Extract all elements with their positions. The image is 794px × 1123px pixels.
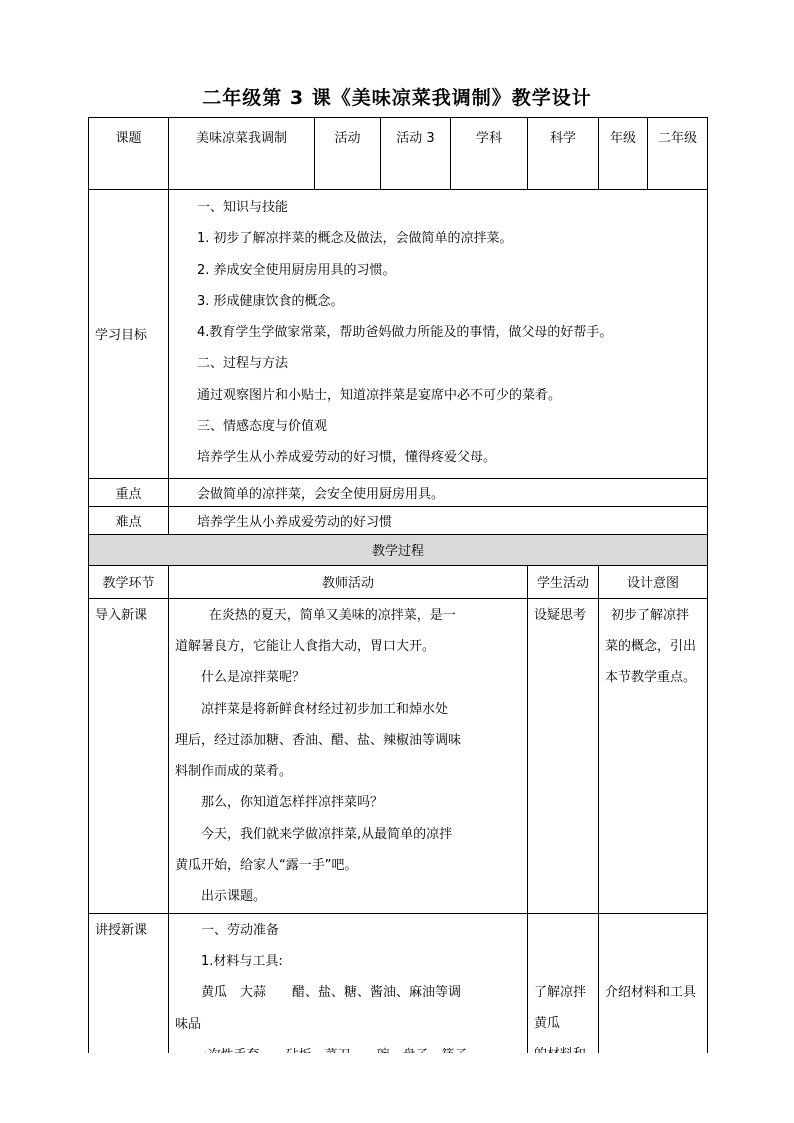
page-title: 二年级第 3 课《美味凉菜我调制》教学设计 [202,87,592,109]
objective-line: 二、过程与方法 [197,356,289,372]
intro-row [89,598,708,913]
lecture-stage: 讲授新课 [89,913,169,1102]
teacher-line: 那么，你知道怎样拌凉拌菜吗？ [201,795,384,811]
teacher-line: 理后，经过添加糖、香油、醋、盐、辣椒油等调味 [175,732,462,748]
key-point-value: 会做简单的凉拌菜，会安全使用厨房用具。 [169,478,708,506]
grade-value: 二年级 [648,118,708,190]
objectives-row [89,190,708,479]
teacher-line: 道解暑良方，它能让人食指大动，胃口大开。 [175,638,436,654]
subject-label: 学科 [451,118,528,190]
topic-value: 美味凉菜我调制 [169,118,315,190]
objectives-content [169,190,708,479]
teacher-line: 凉拌菜是将新鲜食材经过初步加工和焯水处 [201,701,449,717]
difficulty-value: 培养学生从小养成爱劳动的好习惯 [169,506,708,534]
teacher-line: 黄瓜开始，给家人“露一手”吧。 [175,858,358,874]
teacher-line: 黄瓜 大蒜 醋、盐、糖、酱油、麻油等调 [201,985,462,1001]
activity-label: 活动 [315,118,381,190]
teacher-line: 什么是凉拌菜呢？ [201,670,306,686]
intent-text: 介绍材料和工具 [605,984,697,1000]
teacher-line: 味品 [175,1016,202,1032]
objective-line: 一、知识与技能 [197,200,289,215]
key-point-row [89,478,708,506]
objective-line: 三、情感态度与价值观 [197,419,328,435]
teacher-line: 料制作而成的菜肴。 [175,764,293,780]
objective-line: 1. 初步了解凉拌菜的概念及做法，会做简单的凉拌菜。 [197,231,513,247]
subject-value: 科学 [528,118,599,190]
header-row [89,118,708,190]
teacher-line: 一、劳动准备 [201,922,280,938]
intent-line: 菜的概念，引出 [605,638,697,654]
student-line: 了解凉拌黄瓜 [534,984,587,1031]
intro-stage: 导入新课 [89,598,169,913]
col-student: 学生活动 [528,565,599,598]
lesson-plan-table [88,117,708,1103]
objective-line: 培养学生从小养成爱劳动的好习惯，懂得疼爱父母。 [197,450,497,466]
intent-line: 初步了解凉拌 [611,607,690,623]
topic-label: 课题 [89,118,169,190]
objective-line: 3. 形成健康饮食的概念。 [197,293,344,309]
objective-line: 4.教育学生学做家常菜，帮助爸妈做力所能及的事情，做父母的好帮手。 [197,325,613,341]
intro-design-intent [599,598,708,913]
difficulty-label: 难点 [89,506,169,534]
col-intent: 设计意图 [599,565,708,598]
process-banner: 教学过程 [89,534,708,565]
process-column-header [89,565,708,598]
difficulty-row [89,506,708,534]
process-banner-row [89,534,708,565]
grade-label: 年级 [599,118,648,190]
objectives-label: 学习目标 [89,190,169,479]
objective-line: 通过观察图片和小贴士，知道凉拌菜是宴席中必不可少的菜肴。 [197,387,562,403]
key-point-label: 重点 [89,478,169,506]
teacher-line: 出示课题。 [201,889,267,905]
teacher-line: 今天，我们就来学做凉拌菜,从最简单的凉拌 [201,826,453,842]
activity-value: 活动 3 [381,118,451,190]
col-teacher: 教师活动 [169,565,528,598]
page-bottom-margin [0,1053,794,1123]
teacher-line: 在炎热的夏天，简单又美味的凉拌菜，是一 [208,607,456,623]
col-stage: 教学环节 [89,565,169,598]
intro-student-activity: 设疑思考 [528,598,599,913]
intro-teacher-activity [169,598,528,913]
intent-line: 本节教学重点。 [605,670,697,686]
teacher-line: 1.材料与工具: [201,953,283,969]
objective-line: 2. 养成安全使用厨房用具的习惯。 [197,262,396,278]
